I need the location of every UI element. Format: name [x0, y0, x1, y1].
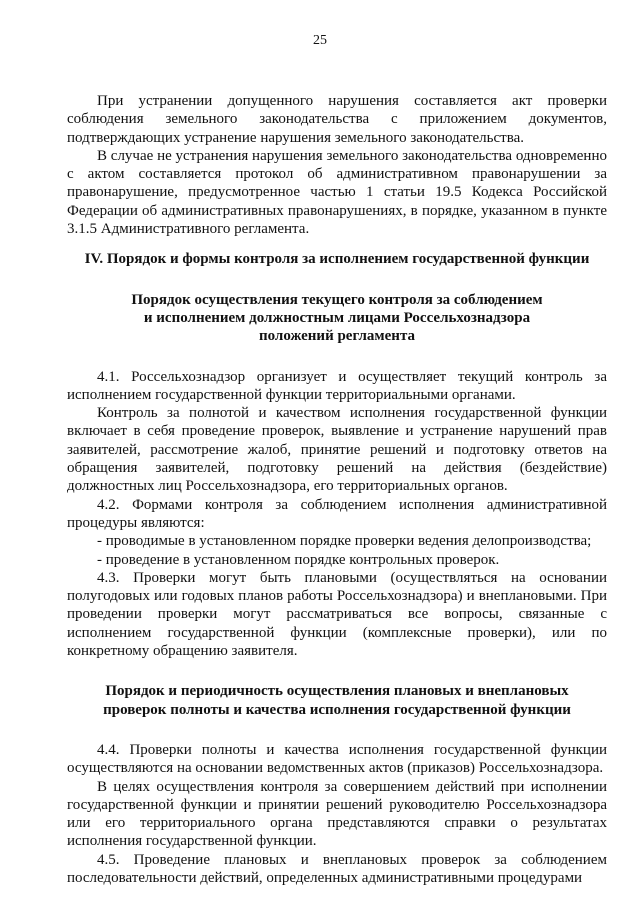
- subsection-title: Порядок и периодичность осуществления плановых и внеплановых проверок полноты и качества исполнения государственной функции: [103, 683, 571, 718]
- paragraph: В случае не устранения нарушения земельного законодательства одновременно с актом составляется протокол об административном правонарушении за правонарушение, предусмотренное частью 1 статьи 19.5 Кодекса Российской Федерации об административных правонарушениях, в порядке, указанном в пункте 3.1.5 Административного регламента.: [67, 147, 607, 238]
- section-title: IV. Порядок и формы контроля за исполнением государственной функции: [84, 251, 590, 268]
- page-number: 25: [313, 33, 327, 48]
- list-item: - проведение в установленном порядке контрольных проверок.: [97, 551, 500, 568]
- paragraph: В целях осуществления контроля за совершением действий при исполнении государственной функции и принятии решений руководителю Россельхознадзора или его территориального органа представляются справки о результатах исполнения государственной функции.: [67, 778, 607, 850]
- paragraph: 4.3. Проверки могут быть плановыми (осуществляться на основании полугодовых или годовых планов работы Россельхознадзора) и внеплановыми. При проведении проверки могут рассматриваться все вопросы, связанные с исполнением государственной функции (комплексные проверки), или по конкретному обращению заявителя.: [67, 569, 607, 660]
- paragraph: 4.4. Проверки полноты и качества исполнения государственной функции осуществляются на основании ведомственных актов (приказов) Россельхознадзора.: [67, 741, 607, 777]
- paragraph: 4.1. Россельхознадзор организует и осуществляет текущий контроль за исполнением государственной функции территориальными органами.: [67, 368, 607, 403]
- paragraph: 4.2. Формами контроля за соблюдением исполнения административной процедуры являются:: [67, 496, 607, 531]
- paragraph: Контроль за полнотой и качеством исполнения государственной функции включает в себя проведение проверок, выявление и устранение нарушений прав заявителей, рассмотрение жалоб, принятие решений и подготовку ответов на обращения заявителей, подготовку решений на действия (бездействие) должностных лиц Россельхознадзора, его территориальных органов.: [67, 405, 607, 495]
- page-content: [67, 92, 607, 887]
- list-item: - проводимые в установленном порядке проверки ведения делопроизводства;: [97, 533, 592, 550]
- subsection-title: Порядок осуществления текущего контроля за соблюдением и исполнением должностным лицами Россельхознадзора положений регламента: [131, 291, 543, 345]
- paragraph: При устранении допущенного нарушения составляется акт проверки соблюдения земельного законодательства с приложением документов, подтверждающих устранение нарушения земельного законодательства.: [67, 93, 607, 146]
- paragraph: 4.5. Проведение плановых и внеплановых проверок за соблюдением последовательности действий, определенных административными процедурами: [67, 851, 607, 886]
